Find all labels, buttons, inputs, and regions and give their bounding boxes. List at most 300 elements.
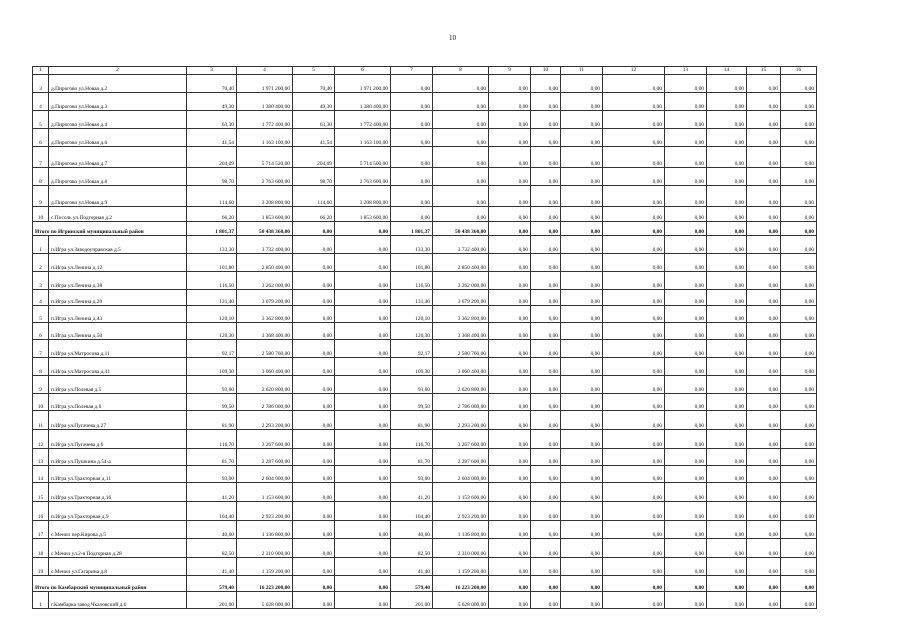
table-row: [33, 340, 817, 358]
value-cell: 66,20: [293, 207, 335, 222]
total-value-cell: 0,00: [707, 576, 747, 592]
value-cell: 0,00: [665, 430, 707, 449]
value-cell: 0,00: [665, 466, 707, 483]
value-cell: 0,00: [781, 168, 817, 186]
value-cell: 5 628 000,00: [433, 592, 489, 609]
value-cell: 109,30: [391, 358, 433, 376]
value-cell: 3 732 400,00: [237, 236, 293, 254]
row-index-cell: 3: [33, 272, 49, 290]
value-cell: 5 714 500,00: [335, 147, 391, 168]
value-cell: 5 628 000,00: [237, 592, 293, 609]
value-cell: 0,00: [335, 411, 391, 430]
value-cell: 0,00: [531, 75, 561, 93]
value-cell: 0,00: [335, 558, 391, 576]
value-cell: 0,00: [665, 93, 707, 111]
value-cell: 0,00: [293, 236, 335, 254]
value-cell: 0,00: [531, 168, 561, 186]
value-cell: 0,00: [603, 340, 665, 358]
value-cell: 3 362 800,00: [237, 306, 293, 323]
value-cell: 3 267 600,00: [433, 430, 489, 449]
column-number: 12: [603, 67, 665, 75]
column-number: 3: [187, 67, 237, 75]
row-index-cell: 17: [33, 521, 49, 539]
value-cell: 0,00: [707, 483, 747, 502]
value-cell: 0,00: [489, 129, 531, 147]
value-cell: 0,00: [665, 411, 707, 430]
value-cell: 0,00: [335, 323, 391, 340]
value-cell: 0,00: [747, 147, 781, 168]
value-cell: 0,00: [665, 207, 707, 222]
value-cell: 0,00: [561, 411, 603, 430]
row-index-cell: 14: [33, 466, 49, 483]
total-value-cell: 50 438 360,00: [237, 222, 293, 236]
value-cell: 0,00: [603, 306, 665, 323]
value-cell: 0,00: [433, 168, 489, 186]
value-cell: 0,00: [665, 254, 707, 272]
value-cell: 0,00: [489, 254, 531, 272]
table-row: [33, 539, 817, 558]
value-cell: 3 208 800,00: [237, 186, 293, 207]
value-cell: 0,00: [781, 483, 817, 502]
total-value-cell: 0,00: [531, 576, 561, 592]
value-cell: 0,00: [489, 272, 531, 290]
address-cell: п.Игра ул.Ленина д.20: [49, 290, 187, 306]
value-cell: 0,00: [489, 93, 531, 111]
value-cell: 0,00: [707, 75, 747, 93]
value-cell: 2 763 600,00: [335, 168, 391, 186]
row-index-cell: 7: [33, 340, 49, 358]
value-cell: 0,00: [293, 449, 335, 466]
total-value-cell: 0,00: [561, 222, 603, 236]
value-cell: 0,00: [489, 168, 531, 186]
table-row: [33, 394, 817, 411]
address-cell: п.Игра ул.Пугачева д.27: [49, 411, 187, 430]
value-cell: 0,00: [747, 466, 781, 483]
value-cell: 5 714 520,00: [237, 147, 293, 168]
value-cell: 0,00: [747, 411, 781, 430]
value-cell: 0,00: [781, 558, 817, 576]
page-number: 10: [449, 34, 456, 42]
value-cell: 0,00: [531, 323, 561, 340]
value-cell: 99,50: [391, 394, 433, 411]
value-cell: 0,00: [747, 111, 781, 129]
value-cell: 0,00: [747, 323, 781, 340]
total-value-cell: 0,00: [781, 576, 817, 592]
value-cell: 0,00: [603, 558, 665, 576]
value-cell: 2 923 200,00: [433, 502, 489, 521]
value-cell: 0,00: [665, 340, 707, 358]
value-cell: 109,30: [187, 358, 237, 376]
value-cell: 131,40: [391, 290, 433, 306]
value-cell: 0,00: [335, 272, 391, 290]
value-cell: 0,00: [665, 147, 707, 168]
value-cell: 41,54: [187, 129, 237, 147]
value-cell: 0,00: [747, 340, 781, 358]
value-cell: 0,00: [603, 358, 665, 376]
table-row: [33, 376, 817, 394]
row-index-cell: 11: [33, 411, 49, 430]
address-cell: п.Игра ул.Полевая д.6: [49, 394, 187, 411]
value-cell: 0,00: [293, 394, 335, 411]
column-number: 4: [237, 67, 293, 75]
row-index-cell: 5: [33, 306, 49, 323]
value-cell: 0,00: [561, 558, 603, 576]
address-cell: д.Пирогово ул.Новая д.3: [49, 93, 187, 111]
row-index-cell: 16: [33, 502, 49, 521]
value-cell: 0,00: [293, 340, 335, 358]
value-cell: 98,70: [187, 168, 237, 186]
value-cell: 0,00: [531, 449, 561, 466]
value-cell: 70,40: [293, 75, 335, 93]
value-cell: 0,00: [531, 236, 561, 254]
value-cell: 0,00: [561, 272, 603, 290]
total-value-cell: 0,00: [747, 576, 781, 592]
value-cell: 0,00: [781, 411, 817, 430]
total-value-cell: 0,00: [293, 222, 335, 236]
value-cell: 93,60: [391, 376, 433, 394]
value-cell: 0,00: [665, 592, 707, 609]
district-total-label: Итого по Камбарский муниципальный район: [33, 576, 187, 592]
value-cell: 0,00: [561, 539, 603, 558]
value-cell: 104,40: [391, 502, 433, 521]
total-value-cell: 0,00: [665, 576, 707, 592]
value-cell: 2 786 000,00: [433, 394, 489, 411]
address-cell: д.Пирогово ул.Новая д.6: [49, 129, 187, 147]
value-cell: 0,00: [603, 147, 665, 168]
value-cell: 0,00: [293, 411, 335, 430]
value-cell: 0,00: [391, 147, 433, 168]
value-cell: 0,00: [335, 521, 391, 539]
row-index-cell: 4: [33, 290, 49, 306]
address-cell: с.Посоль ул.Подгорная д.2: [49, 207, 187, 222]
value-cell: 0,00: [531, 430, 561, 449]
value-cell: 133,30: [187, 236, 237, 254]
value-cell: 0,00: [335, 466, 391, 483]
value-cell: 0,00: [781, 430, 817, 449]
column-number: 7: [391, 67, 433, 75]
value-cell: 116,50: [391, 272, 433, 290]
value-cell: 0,00: [293, 539, 335, 558]
value-cell: 0,00: [531, 306, 561, 323]
value-cell: 0,00: [391, 207, 433, 222]
value-cell: 0,00: [747, 558, 781, 576]
table-row: [33, 236, 817, 254]
value-cell: 0,00: [665, 186, 707, 207]
value-cell: 0,00: [531, 411, 561, 430]
value-cell: 0,00: [293, 358, 335, 376]
value-cell: 0,00: [747, 272, 781, 290]
value-cell: 3 362 800,00: [433, 306, 489, 323]
value-cell: 0,00: [747, 394, 781, 411]
value-cell: 114,60: [187, 186, 237, 207]
value-cell: 0,00: [603, 539, 665, 558]
value-cell: 120,30: [391, 323, 433, 340]
value-cell: 0,00: [707, 323, 747, 340]
value-cell: 0,00: [335, 449, 391, 466]
value-cell: 0,00: [561, 521, 603, 539]
total-value-cell: 0,00: [531, 222, 561, 236]
value-cell: 0,00: [747, 75, 781, 93]
value-cell: 114,60: [293, 186, 335, 207]
value-cell: 120,10: [391, 306, 433, 323]
value-cell: 70,40: [187, 75, 237, 93]
value-cell: 0,00: [707, 129, 747, 147]
value-cell: 99,50: [187, 394, 237, 411]
value-cell: 0,00: [665, 394, 707, 411]
row-index-cell: 3: [33, 75, 49, 93]
value-cell: 101,80: [187, 254, 237, 272]
value-cell: 0,00: [561, 306, 603, 323]
value-cell: 0,00: [603, 254, 665, 272]
value-cell: 0,00: [707, 111, 747, 129]
table-row: [33, 483, 817, 502]
value-cell: 0,00: [531, 290, 561, 306]
row-index-cell: 19: [33, 558, 49, 576]
value-cell: 1 772 400,00: [237, 111, 293, 129]
value-cell: 2 923 200,00: [237, 502, 293, 521]
value-cell: 0,00: [293, 466, 335, 483]
total-value-cell: 1 801,37: [391, 222, 433, 236]
value-cell: 0,00: [531, 272, 561, 290]
column-number: 8: [433, 67, 489, 75]
address-cell: г.Камбарка завод Чкаловский д.6: [49, 592, 187, 609]
value-cell: 0,00: [781, 449, 817, 466]
address-cell: д.Пирогово ул.Новая д.7: [49, 147, 187, 168]
district-total-row: [33, 576, 817, 592]
value-cell: 0,00: [707, 592, 747, 609]
value-cell: 0,00: [603, 207, 665, 222]
value-cell: 0,00: [531, 129, 561, 147]
value-cell: 40,60: [187, 521, 237, 539]
value-cell: 0,00: [561, 483, 603, 502]
value-cell: 0,00: [293, 521, 335, 539]
value-cell: 0,00: [293, 502, 335, 521]
value-cell: 2 580 760,00: [237, 340, 293, 358]
value-cell: 0,00: [531, 539, 561, 558]
value-cell: 0,00: [489, 449, 531, 466]
value-cell: 0,00: [335, 592, 391, 609]
value-cell: 101,80: [391, 254, 433, 272]
value-cell: 0,00: [335, 376, 391, 394]
value-cell: 0,00: [603, 502, 665, 521]
value-cell: 0,00: [603, 290, 665, 306]
address-cell: п.Игра ул.Матросова д.41: [49, 358, 187, 376]
value-cell: 0,00: [489, 558, 531, 576]
address-cell: п.Игра ул.Пугачева д.6: [49, 430, 187, 449]
value-cell: 0,00: [747, 592, 781, 609]
value-cell: 0,00: [335, 340, 391, 358]
value-cell: 0,00: [781, 394, 817, 411]
value-cell: 116,70: [187, 430, 237, 449]
value-cell: 3 060 400,00: [433, 358, 489, 376]
total-value-cell: 0,00: [561, 576, 603, 592]
value-cell: 0,00: [293, 376, 335, 394]
value-cell: 0,00: [561, 502, 603, 521]
value-cell: 0,00: [335, 539, 391, 558]
value-cell: 82,50: [187, 539, 237, 558]
value-cell: 0,00: [707, 272, 747, 290]
value-cell: 0,00: [603, 186, 665, 207]
value-cell: 0,00: [561, 254, 603, 272]
value-cell: 0,00: [747, 430, 781, 449]
value-cell: 116,70: [391, 430, 433, 449]
value-cell: 204,09: [187, 147, 237, 168]
value-cell: 93,60: [187, 376, 237, 394]
value-cell: 0,00: [489, 358, 531, 376]
table-row: [33, 411, 817, 430]
value-cell: 2 620 800,00: [237, 376, 293, 394]
table-row: [33, 111, 817, 129]
value-cell: 1 772 400,00: [335, 111, 391, 129]
row-index-cell: 10: [33, 394, 49, 411]
value-cell: 1 153 600,00: [237, 483, 293, 502]
total-value-cell: 0,00: [489, 576, 531, 592]
value-cell: 0,00: [603, 521, 665, 539]
value-cell: 0,00: [531, 111, 561, 129]
row-index-cell: 6: [33, 129, 49, 147]
value-cell: 98,70: [293, 168, 335, 186]
value-cell: 0,00: [561, 207, 603, 222]
row-index-cell: 10: [33, 207, 49, 222]
value-cell: 0,00: [707, 558, 747, 576]
value-cell: 0,00: [747, 129, 781, 147]
column-number: 16: [781, 67, 817, 75]
value-cell: 131,40: [187, 290, 237, 306]
value-cell: 0,00: [781, 306, 817, 323]
total-value-cell: 0,00: [293, 576, 335, 592]
value-cell: 0,00: [489, 207, 531, 222]
value-cell: 41,54: [293, 129, 335, 147]
total-value-cell: 50 438 360,00: [433, 222, 489, 236]
value-cell: 0,00: [603, 323, 665, 340]
value-cell: 0,00: [781, 75, 817, 93]
value-cell: 0,00: [335, 394, 391, 411]
value-cell: 0,00: [707, 430, 747, 449]
total-value-cell: 0,00: [603, 222, 665, 236]
table-row: [33, 207, 817, 222]
value-cell: 0,00: [489, 521, 531, 539]
row-index-cell: 7: [33, 147, 49, 168]
value-cell: 1 971 200,00: [237, 75, 293, 93]
value-cell: 2 580 760,00: [433, 340, 489, 358]
total-value-cell: 0,00: [603, 576, 665, 592]
address-cell: п.Игра ул.Ленина д.50: [49, 323, 187, 340]
value-cell: 0,00: [707, 254, 747, 272]
total-value-cell: 0,00: [707, 222, 747, 236]
value-cell: 0,00: [489, 323, 531, 340]
value-cell: 0,00: [781, 254, 817, 272]
value-cell: 0,00: [707, 539, 747, 558]
value-cell: 0,00: [603, 111, 665, 129]
value-cell: 0,00: [561, 75, 603, 93]
value-cell: 0,00: [489, 290, 531, 306]
value-cell: 0,00: [603, 236, 665, 254]
row-index-cell: 13: [33, 449, 49, 466]
value-cell: 0,00: [707, 147, 747, 168]
value-cell: 1 380 400,00: [237, 93, 293, 111]
value-cell: 0,00: [707, 186, 747, 207]
value-cell: 0,00: [747, 207, 781, 222]
value-cell: 49,30: [293, 93, 335, 111]
value-cell: 0,00: [335, 254, 391, 272]
value-cell: 0,00: [531, 466, 561, 483]
value-cell: 2 287 600,00: [237, 449, 293, 466]
table-row: [33, 290, 817, 306]
value-cell: 1 153 600,00: [433, 483, 489, 502]
value-cell: 0,00: [489, 411, 531, 430]
table-row: [33, 449, 817, 466]
value-cell: 0,00: [781, 340, 817, 358]
value-cell: 0,00: [433, 75, 489, 93]
value-cell: 1 853 600,00: [335, 207, 391, 222]
value-cell: 0,00: [707, 376, 747, 394]
value-cell: 0,00: [781, 236, 817, 254]
value-cell: 0,00: [433, 147, 489, 168]
value-cell: 0,00: [293, 306, 335, 323]
value-cell: 41,20: [187, 483, 237, 502]
total-value-cell: 0,00: [665, 222, 707, 236]
value-cell: 0,00: [561, 168, 603, 186]
value-cell: 1 159 200,00: [433, 558, 489, 576]
row-index-cell: 1: [33, 236, 49, 254]
value-cell: 3 262 000,00: [237, 272, 293, 290]
value-cell: 1 163 100,00: [335, 129, 391, 147]
value-cell: 0,00: [433, 186, 489, 207]
value-cell: 81,70: [187, 449, 237, 466]
value-cell: 0,00: [781, 466, 817, 483]
value-cell: 0,00: [781, 290, 817, 306]
table-row: [33, 93, 817, 111]
column-number: 15: [747, 67, 781, 75]
value-cell: 0,00: [747, 483, 781, 502]
value-cell: 0,00: [665, 272, 707, 290]
value-cell: 0,00: [489, 592, 531, 609]
address-cell: д.Пирогово ул.Новая д.9: [49, 186, 187, 207]
value-cell: 0,00: [489, 236, 531, 254]
value-cell: 3 368 400,00: [433, 323, 489, 340]
value-cell: 0,00: [747, 539, 781, 558]
value-cell: 0,00: [531, 502, 561, 521]
value-cell: 3 368 400,00: [237, 323, 293, 340]
value-cell: 3 732 400,00: [433, 236, 489, 254]
column-number: 1: [33, 67, 49, 75]
column-number: 11: [561, 67, 603, 75]
address-cell: п.Игра ул.Заводоуправская д.5: [49, 236, 187, 254]
value-cell: 0,00: [707, 502, 747, 521]
value-cell: 0,00: [391, 75, 433, 93]
value-cell: 0,00: [391, 111, 433, 129]
value-cell: 0,00: [747, 290, 781, 306]
value-cell: 0,00: [665, 358, 707, 376]
value-cell: 0,00: [531, 358, 561, 376]
value-cell: 0,00: [335, 306, 391, 323]
value-cell: 0,00: [489, 394, 531, 411]
value-cell: 0,00: [433, 129, 489, 147]
value-cell: 0,00: [293, 558, 335, 576]
value-cell: 0,00: [561, 376, 603, 394]
value-cell: 0,00: [603, 483, 665, 502]
value-cell: 0,00: [665, 129, 707, 147]
value-cell: 41,40: [187, 558, 237, 576]
value-cell: 0,00: [707, 466, 747, 483]
value-cell: 0,00: [391, 186, 433, 207]
row-index-cell: 4: [33, 93, 49, 111]
address-cell: д.Пирогово ул.Новая д.2: [49, 75, 187, 93]
value-cell: 0,00: [531, 394, 561, 411]
value-cell: 2 850 400,00: [433, 254, 489, 272]
value-cell: 120,30: [187, 323, 237, 340]
address-cell: п.Игра ул.Матросова д.11: [49, 340, 187, 358]
